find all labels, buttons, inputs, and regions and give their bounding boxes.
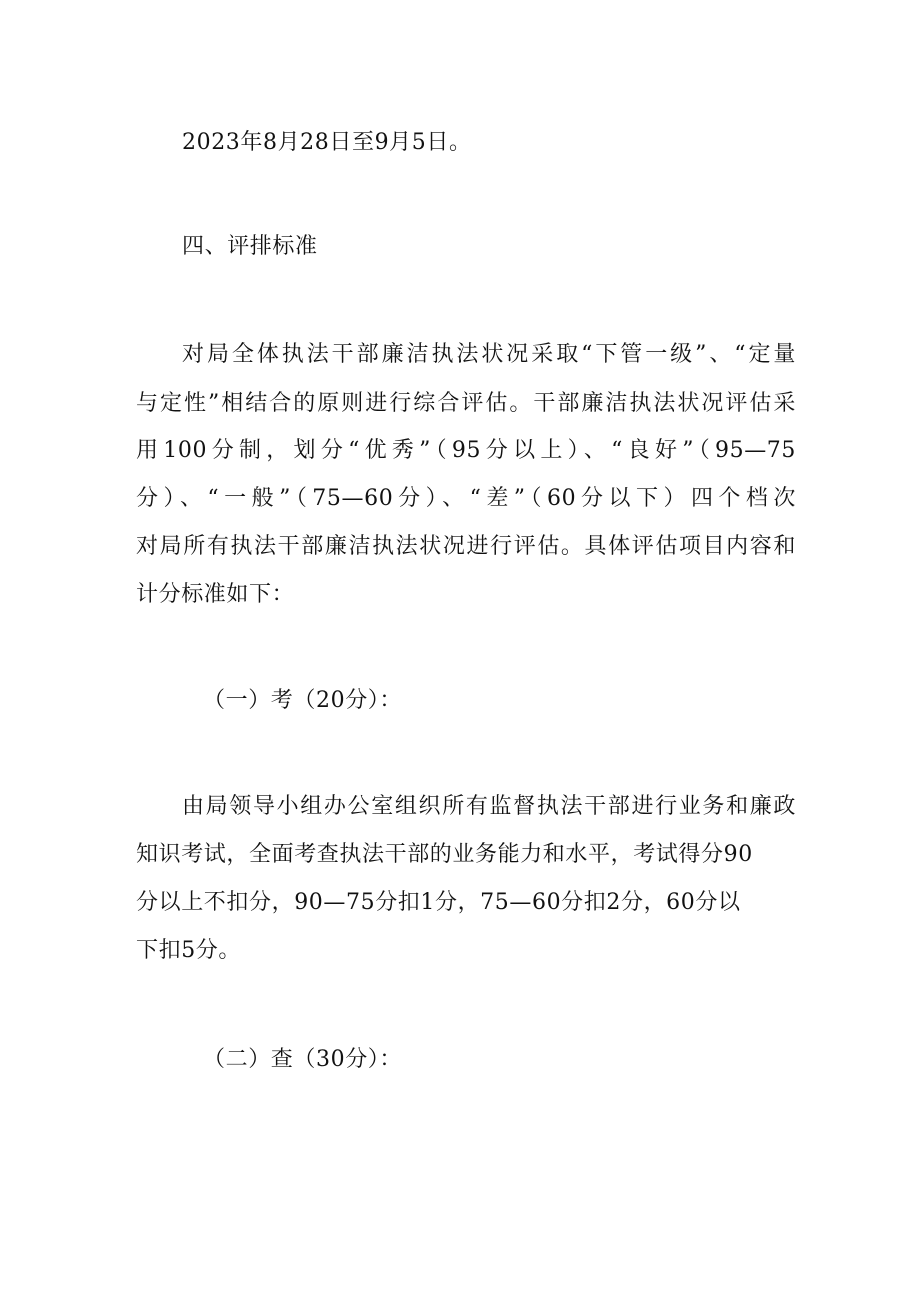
paragraph-line: 计分标准如下：: [136, 582, 295, 607]
paragraph-line: 与定性”相结合的原则进行综合评估。干部廉洁执法状况评估采: [136, 391, 796, 416]
date-line: 2023年8月28日至9月5日。: [182, 130, 472, 155]
paragraph-line: 用100分制，划分“优秀”（95分以上）、“良好”（95—75: [136, 438, 796, 463]
section-heading: 四、评排标准: [182, 234, 318, 259]
paragraph-line: 知识考试，全面考查执法干部的业务能力和水平，考试得分90: [136, 842, 753, 867]
paragraph-line: 对局所有执法干部廉洁执法状况进行评估。具体评估项目内容和: [136, 534, 796, 559]
subsection-heading-exam: （一）考（20分）：: [203, 688, 402, 713]
subsection-heading-inspection: （二）查（30分）：: [203, 1047, 402, 1072]
paragraph-line: 分）、“一般”（75—60分）、“差”（60分以下）四个档次: [136, 486, 796, 511]
paragraph-line: 下扣5分。: [136, 938, 241, 963]
paragraph-line: 由局领导小组办公室组织所有监督执法干部进行业务和廉政: [182, 794, 796, 819]
paragraph-line: 对局全体执法干部廉洁执法状况采取“下管一级”、“定量: [182, 342, 796, 367]
paragraph-line: 分以上不扣分，90—75分扣1分，75—60分扣2分，60分以: [136, 890, 741, 915]
